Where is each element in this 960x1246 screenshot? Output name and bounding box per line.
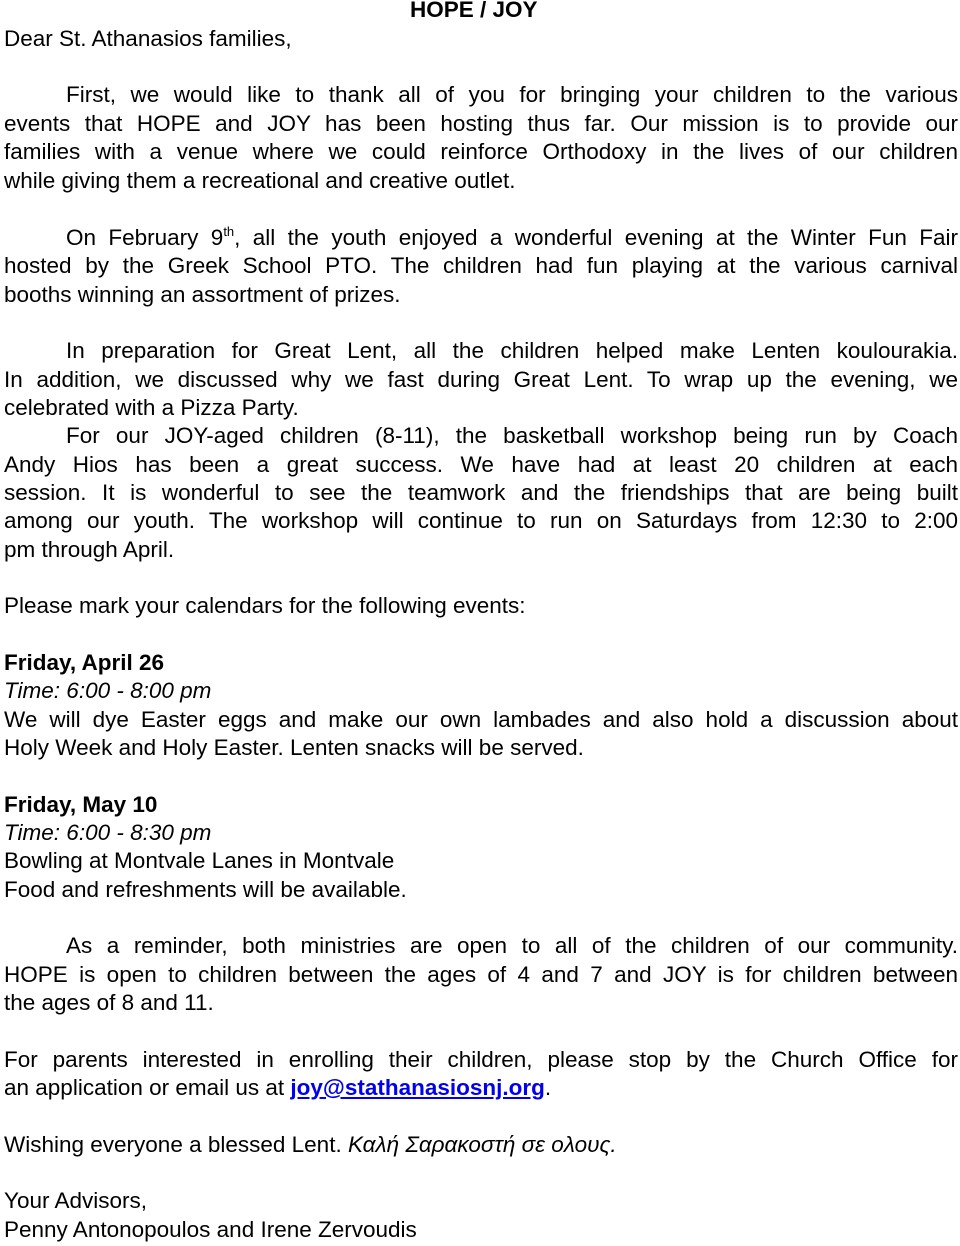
lent-line: In preparation for Great Lent, all the children helped make Lenten koulourakia. [66,338,958,363]
event-detail: We will dye Easter eggs and make our own lambades and also hold a discussion about [4,707,958,732]
calendar-intro: Please mark your calendars for the following events: [4,593,526,618]
event-detail: Bowling at Montvale Lanes in Montvale [4,848,395,873]
date-suffix: th [223,224,235,239]
wishes-english: Wishing everyone a blessed Lent. [4,1132,348,1157]
intro-line: First, we would like to thank all of you for bringing your children to the various [66,82,958,107]
page-title: HOPE / JOY [410,0,538,22]
fun-fair-line: booths winning an assortment of prizes. [4,282,401,307]
intro-line: events that HOPE and JOY has been hosting thus far. Our mission is to provide our [4,111,958,136]
event-time: Time: 6:00 - 8:30 pm [4,820,212,845]
fun-fair-text: , all the youth enjoyed a wonderful evening at the Winter Fun Fair [234,225,958,250]
signature-names: Penny Antonopoulos and Irene Zervoudis [4,1217,417,1242]
reminder-line: As a reminder, both ministries are open to all of the children of our community. [66,933,958,958]
email-link[interactable]: joy@stathanasiosnj.org [290,1075,545,1100]
basketball-line: among our youth. The workshop will continue to run on Saturdays from 12:30 to 2:00 [4,508,958,533]
intro-line: while giving them a recreational and creative outlet. [4,168,516,193]
intro-line: families with a venue where we could reinforce Orthodoxy in the lives of our children [4,139,958,164]
wishes-line [4,1131,958,1159]
event-time: Time: 6:00 - 8:00 pm [4,678,212,703]
enroll-text: an application or email us at [4,1075,291,1100]
fun-fair-line: hosted by the Greek School PTO. The children had fun playing at the various carnival [4,253,958,278]
reminder-line: the ages of 8 and 11. [4,990,214,1015]
lent-line: celebrated with a Pizza Party. [4,395,299,420]
event-date: Friday, April 26 [4,650,165,675]
greeting: Dear St. Athanasios families, [4,26,292,51]
reminder-line: HOPE is open to children between the ages of 4 and 7 and JOY is for children between [4,962,958,987]
basketball-line: pm through April. [4,537,175,562]
fun-fair-line [66,224,958,252]
event-detail: Holy Week and Holy Easter. Lenten snacks will be served. [4,735,584,760]
enroll-line: For parents interested in enrolling their children, please stop by the Church Office for [4,1047,958,1072]
event-detail: Food and refreshments will be available. [4,877,407,902]
enroll-period: . [544,1075,552,1100]
wishes-greek: Καλή Σαρακοστή σε ολους. [347,1132,617,1157]
lent-line: In addition, we discussed why we fast during Great Lent. To wrap up the evening, we [4,367,958,392]
signature-closing: Your Advisors, [4,1188,147,1213]
fun-fair-date: On February 9 [66,225,224,250]
basketball-line: For our JOY-aged children (8-11), the basketball workshop being run by Coach [66,423,958,448]
enroll-line [4,1074,958,1102]
basketball-line: session. It is wonderful to see the teamwork and the friendships that are being built [4,480,958,505]
basketball-line: Andy Hios has been a great success. We have had at least 20 children at each [4,452,958,477]
event-date: Friday, May 10 [4,792,158,817]
